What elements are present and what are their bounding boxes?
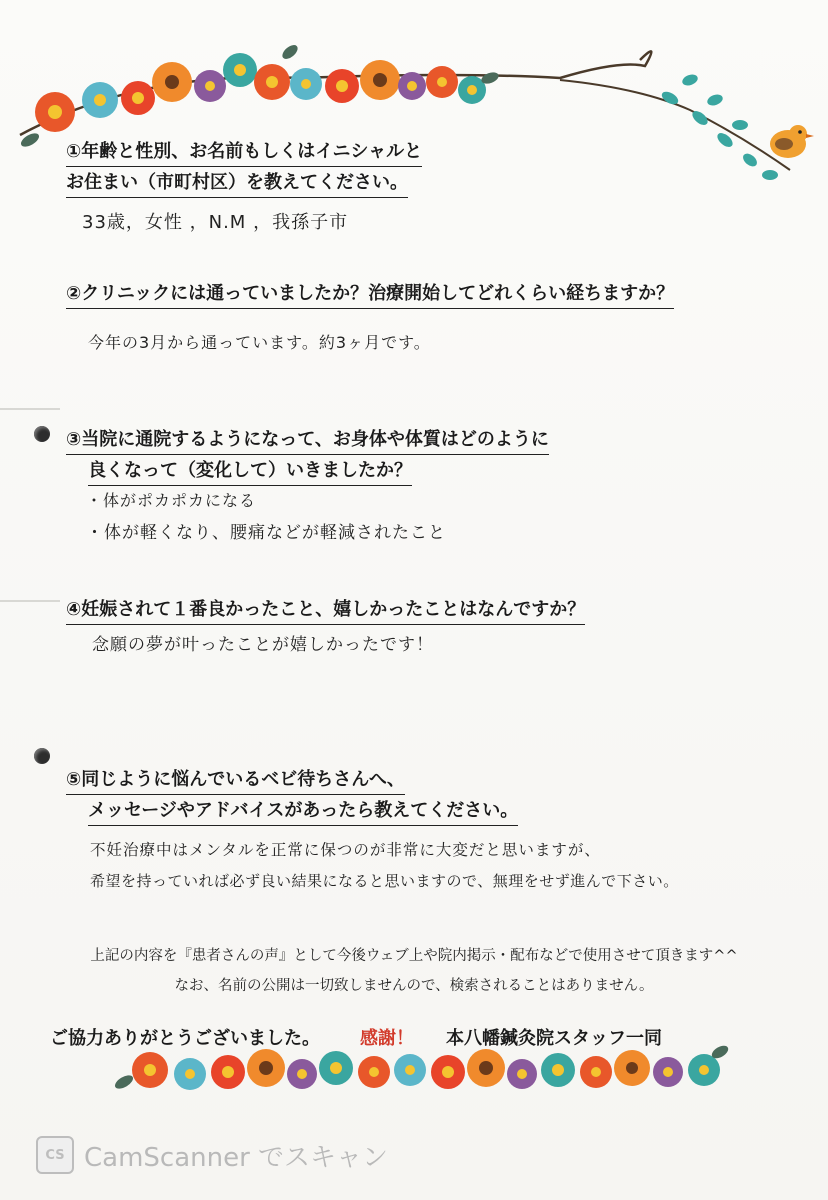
question-1: [66, 138, 422, 200]
question-line: ②クリニックには通っていましたか？治療開始してどれくらい経ちますか？: [66, 280, 674, 309]
camscanner-watermark: [36, 1136, 388, 1174]
question-5: [66, 766, 518, 828]
question-line: ③当院に通院するようになって、お身体や体質はどのように: [66, 426, 549, 455]
question-line: ①年齢と性別、お名前もしくはイニシャルと: [66, 138, 422, 167]
binder-hole-bottom: [34, 748, 50, 764]
staff-signature: 本八幡鍼灸院スタッフ一同: [446, 1028, 662, 1049]
question-line: お住まい（市町村区）を教えてください。: [66, 169, 408, 198]
camscanner-logo: CS: [36, 1136, 74, 1174]
flower-garland-bottom: [110, 1042, 730, 1102]
usage-notice-line1: 上記の内容を『患者さんの声』として今後ウェブ上や院内掲示・配布などで使用させて頂きます^^: [90, 948, 738, 964]
answer-3b: ・体が軽くなり、腰痛などが軽減されたこと: [86, 523, 446, 543]
answer-1: 33歳，女性 ，N.M ，我孫子市: [82, 212, 349, 233]
question-line: メッセージやアドバイスがあったら教えてください。: [88, 797, 518, 826]
gratitude-text: 感謝！: [360, 1028, 414, 1049]
question-4: [66, 596, 585, 627]
usage-notice-line2: なお、名前の公開は一切致しませんので、検索されることはありません。: [174, 978, 654, 994]
question-2: [66, 280, 674, 311]
question-line: ④妊娠されて１番良かったこと、嬉しかったことはなんですか？: [66, 596, 585, 625]
fold-crease: [0, 600, 60, 602]
thanks-text: ご協力ありがとうございました。: [50, 1028, 320, 1049]
answer-5a: 不妊治療中はメンタルを正常に保つのが非常に大変だと思いますが、: [90, 841, 601, 859]
question-line: ⑤同じように悩んでいるベビ待ちさんへ、: [66, 766, 405, 795]
binder-hole-top: [34, 426, 50, 442]
answer-2: 今年の3月から通っています。約3ヶ月です。: [88, 333, 431, 352]
camscanner-text: CamScanner でスキャン: [84, 1142, 389, 1173]
answer-4: 念願の夢が叶ったことが嬉しかったです！: [92, 635, 434, 655]
bird-illustration: [764, 118, 814, 162]
fold-crease: [0, 408, 60, 410]
answer-5b: 希望を持っていれば必ず良い結果になると思いますので、無理をせず進んで下さい。: [90, 872, 679, 890]
answer-3a: ・体がポカポカになる: [86, 491, 257, 510]
question-3: [66, 426, 549, 488]
question-line: 良くなって（変化して）いきましたか？: [88, 457, 412, 486]
